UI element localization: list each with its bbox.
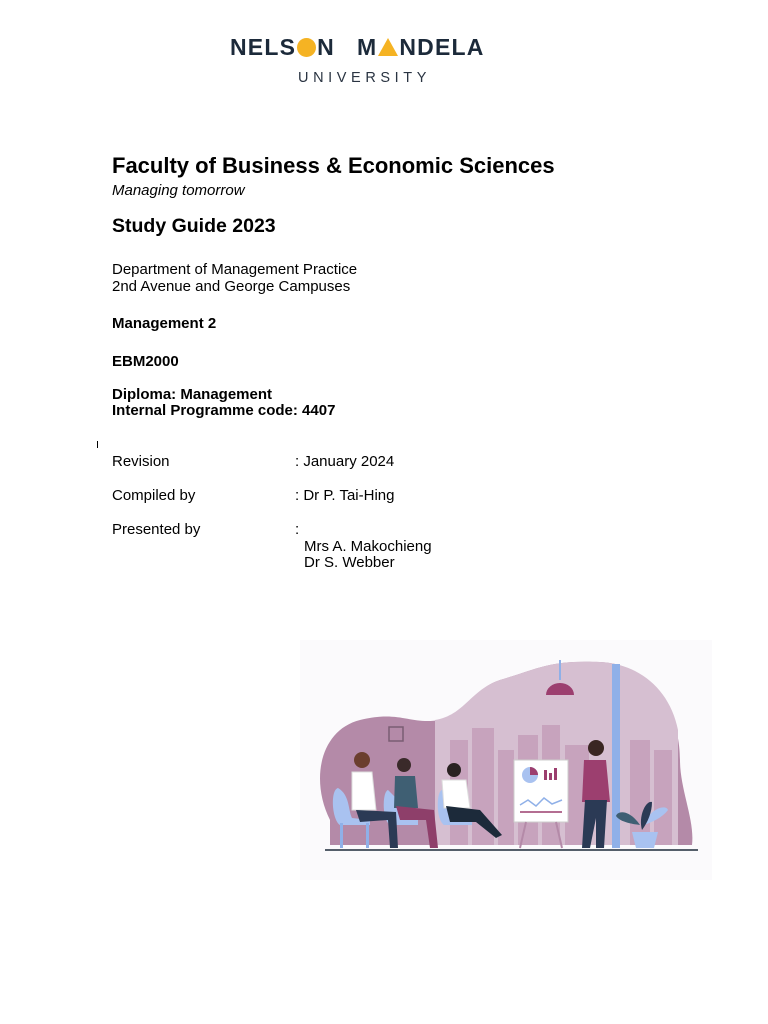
logo-sun-icon xyxy=(297,38,316,57)
logo-text-m: M xyxy=(356,34,378,60)
module-name: Management 2 xyxy=(112,315,217,332)
diploma-name: Diploma: Management xyxy=(112,386,273,403)
logo-triangle-icon xyxy=(378,38,398,56)
logo-subline: UNIVERSITY xyxy=(298,70,432,86)
study-guide-title: Study Guide 2023 xyxy=(112,215,276,237)
compiled-value: : Dr P. Tai-Hing xyxy=(295,487,395,504)
logo-text-n: N xyxy=(317,34,335,60)
revision-value: : January 2024 xyxy=(295,453,395,470)
logo-wordmark xyxy=(230,34,520,62)
presenter-1: Mrs A. Makochieng xyxy=(304,538,432,555)
revision-label: Revision xyxy=(112,453,170,470)
module-code: EBM2000 xyxy=(112,353,179,370)
faculty-title: Faculty of Business & Economic Sciences xyxy=(112,153,555,178)
presenter-2: Dr S. Webber xyxy=(304,554,395,571)
presented-colon: : xyxy=(295,521,300,538)
university-logo xyxy=(230,34,520,94)
department-name: Department of Management Practice xyxy=(112,261,358,278)
presented-label: Presented by xyxy=(112,521,201,538)
compiled-label: Compiled by xyxy=(112,487,196,504)
logo-text-nels: NELS xyxy=(230,34,297,60)
programme-code: Internal Programme code: 4407 xyxy=(112,402,336,419)
department-campuses: 2nd Avenue and George Campuses xyxy=(112,278,351,295)
meeting-illustration xyxy=(300,640,712,880)
logo-text-ndela: NDELA xyxy=(399,34,485,60)
faculty-tagline: Managing tomorrow xyxy=(112,182,245,199)
stray-mark xyxy=(97,441,98,448)
